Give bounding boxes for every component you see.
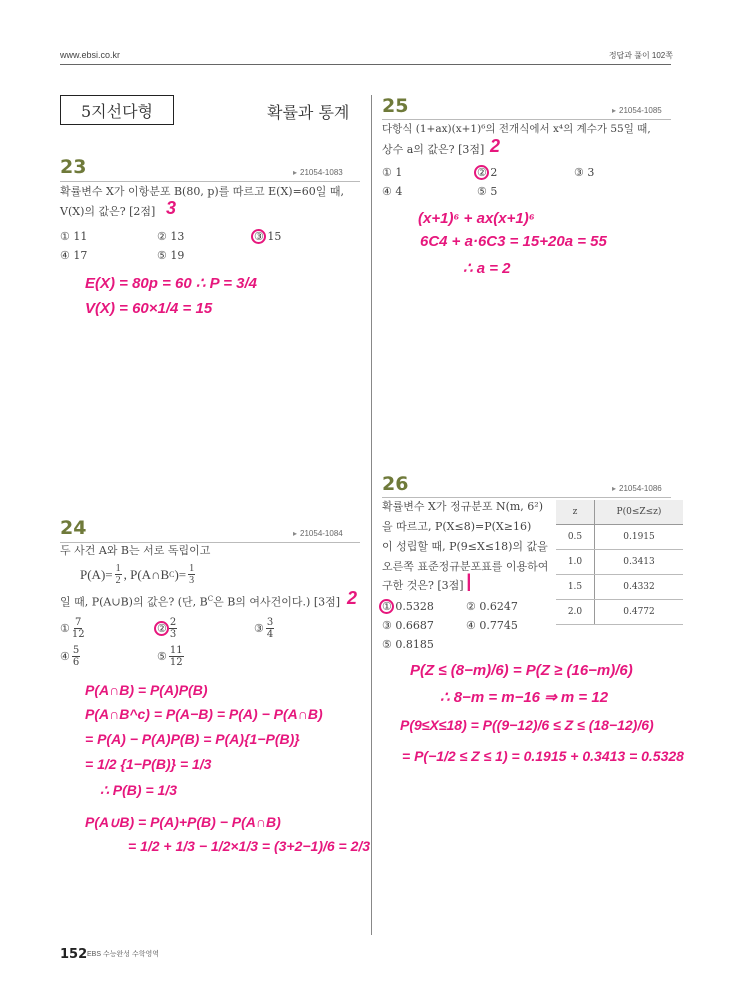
standard-normal-table [556, 500, 683, 625]
question-25-line-1: 다항식 (1+ax)(x+1)⁶의 전개식에서 x⁴의 계수가 55일 때, [382, 123, 651, 135]
table-header-z: z [556, 500, 595, 525]
question-25-code: ▸ 21054-1085 [612, 106, 662, 115]
q26-handwritten-line-1: P(Z ≤ (8−m)/6) = P(Z ≥ (16−m)/6) [410, 662, 633, 679]
question-26-line-4: 오른쪽 표준정규분포표를 이용하여 [382, 560, 549, 573]
question-26-line-2: 을 따르고, P(X≤8)=P(X≥16) [382, 520, 532, 533]
question-26-line-5: 구한 것은? [3점] [382, 579, 464, 592]
q25-selected-mark [474, 165, 489, 180]
column-divider [371, 95, 372, 935]
question-23-code: ▸ 21054-1083 [293, 168, 343, 177]
q23-choice-2[interactable]: ② 13 [157, 230, 185, 243]
q26-handwritten-line-4: = P(−1/2 ≤ Z ≤ 1) = 0.1915 + 0.3413 = 0.5328 [402, 748, 684, 764]
q23-choice-3[interactable]: ③ 15 [254, 230, 282, 243]
table-cell: 0.3413 [595, 550, 684, 575]
q26-choice-1[interactable]: ① 0.5328 [382, 600, 434, 613]
question-23-number: 23 [60, 156, 87, 178]
section-title: 확률과 통계 [267, 103, 350, 122]
q26-handwritten-answer: | [466, 571, 472, 591]
table-row [556, 600, 683, 625]
q24-selected-mark [154, 621, 169, 636]
header-rule [60, 64, 671, 65]
question-26-code: ▸ 21054-1086 [612, 484, 662, 493]
q24-choice-1[interactable]: ① $\frac{7}{12}$ [60, 617, 85, 640]
question-25-line-2: 상수 a의 값은? [3점] [382, 143, 485, 156]
question-type-badge: 5지선다형 [60, 95, 174, 125]
q25-handwritten-answer: 2 [490, 136, 501, 156]
question-23-line-2: V(X)의 값은? [2점] [60, 205, 156, 218]
question-26-number: 26 [382, 473, 409, 495]
q25-choice-5[interactable]: ⑤ 5 [477, 185, 498, 198]
table-cell: 0.5 [556, 525, 595, 550]
question-26-line-1: 확률변수 X가 정규분포 N(m, 6²) [382, 500, 543, 513]
table-cell: 2.0 [556, 600, 595, 625]
table-row [556, 550, 683, 575]
q26-choice-4[interactable]: ④ 0.7745 [466, 619, 518, 632]
q24-choice-4[interactable]: ④ $\frac{5}{6}$ [60, 645, 80, 668]
table-cell: 0.1915 [595, 525, 684, 550]
q23-choice-5[interactable]: ⑤ 19 [157, 249, 185, 262]
q26-choice-3[interactable]: ③ 0.6687 [382, 619, 434, 632]
q26-choice-5[interactable]: ⑤ 0.8185 [382, 638, 434, 651]
q23-handwritten-line-1: E(X) = 80p = 60 ∴ P = 3/4 [85, 275, 257, 292]
q24-handwritten-line-3: = P(A) − P(A)P(B) = P(A){1−P(B)} [85, 731, 300, 747]
table-cell: 0.4772 [595, 600, 684, 625]
site-url: www.ebsi.co.kr [60, 50, 121, 60]
question-25-number: 25 [382, 95, 409, 117]
question-23-line-1: 확률변수 X가 이항분포 B(80, p)를 따르고 E(X)=60일 때, [60, 185, 345, 198]
q26-handwritten-line-3: P(9≤X≤18) = P((9−12)/6 ≤ Z ≤ (18−12)/6) [400, 717, 654, 733]
question-24-line-3: 일 때, P(A∪B)의 값은? (단, $B^C$은 B의 여사건이다.) [3점] [60, 595, 341, 609]
q24-handwritten-line-5: ∴ P(B) = 1/3 [100, 782, 177, 798]
answer-reference: 정답과 풀이 102쪽 [608, 51, 673, 60]
question-24-code: ▸ 21054-1084 [293, 529, 343, 538]
q26-choice-2[interactable]: ② 0.6247 [466, 600, 518, 613]
q24-handwritten-line-1: P(A∩B) = P(A)P(B) [85, 682, 208, 698]
q24-handwritten-line-6: P(A∪B) = P(A)+P(B) − P(A∩B) [85, 814, 281, 830]
question-24-formula: P(A)= $\frac{1}{2}$ , P(A∩B C )= $\frac{1}{3}$ [80, 563, 195, 586]
table-cell: 0.4332 [595, 575, 684, 600]
table-cell: 1.5 [556, 575, 595, 600]
q24-handwritten-answer: 2 [347, 588, 358, 608]
table-header-prob: P(0≤Z≤z) [595, 500, 684, 525]
q25-choice-4[interactable]: ④ 4 [382, 185, 403, 198]
q26-handwritten-line-2: ∴ 8−m = m−16 ⇒ m = 12 [440, 689, 609, 706]
table-row [556, 525, 683, 550]
table-row [556, 575, 683, 600]
q26-selected-mark [379, 599, 394, 614]
q23-choice-1[interactable]: ① 11 [60, 230, 88, 243]
page-number: 152 [60, 947, 88, 962]
q24-choice-2[interactable]: ② $\frac{2}{3}$ [157, 617, 177, 640]
q25-choice-3[interactable]: ③ 3 [574, 166, 595, 179]
question-24-number: 24 [60, 517, 87, 539]
book-title: EBS 수능완성 수학영역 [87, 951, 159, 958]
question-24-line-1: 두 사건 A와 B는 서로 독립이고 [60, 544, 211, 557]
q23-handwritten-answer: 3 [166, 198, 177, 218]
q25-handwritten-line-2: 6C4 + a·6C3 = 15+20a = 55 [420, 233, 607, 250]
question-26-line-3: 이 성립할 때, P(9≤X≤18)의 값을 [382, 540, 548, 553]
q25-choice-1[interactable]: ① 1 [382, 166, 403, 179]
q23-handwritten-line-2: V(X) = 60×1/4 = 15 [85, 300, 213, 317]
table-cell: 1.0 [556, 550, 595, 575]
q25-handwritten-line-3: ∴ a = 2 [463, 260, 511, 277]
q24-handwritten-line-7: = 1/2 + 1/3 − 1/2×1/3 = (3+2−1)/6 = 2/3 [128, 838, 371, 854]
q25-choice-2[interactable]: ② 2 [477, 166, 498, 179]
q24-choice-3[interactable]: ③ $\frac{3}{4}$ [254, 617, 274, 640]
q24-choice-5[interactable]: ⑤ $\frac{11}{12}$ [157, 645, 183, 668]
q24-handwritten-line-2: P(A∩B^c) = P(A−B) = P(A) − P(A∩B) [85, 706, 323, 722]
q24-handwritten-line-4: = 1/2 {1−P(B)} = 1/3 [85, 756, 212, 772]
q23-selected-mark [251, 229, 266, 244]
q23-choice-4[interactable]: ④ 17 [60, 249, 88, 262]
q25-handwritten-line-1: (x+1)⁶ + ax(x+1)⁶ [418, 210, 535, 227]
